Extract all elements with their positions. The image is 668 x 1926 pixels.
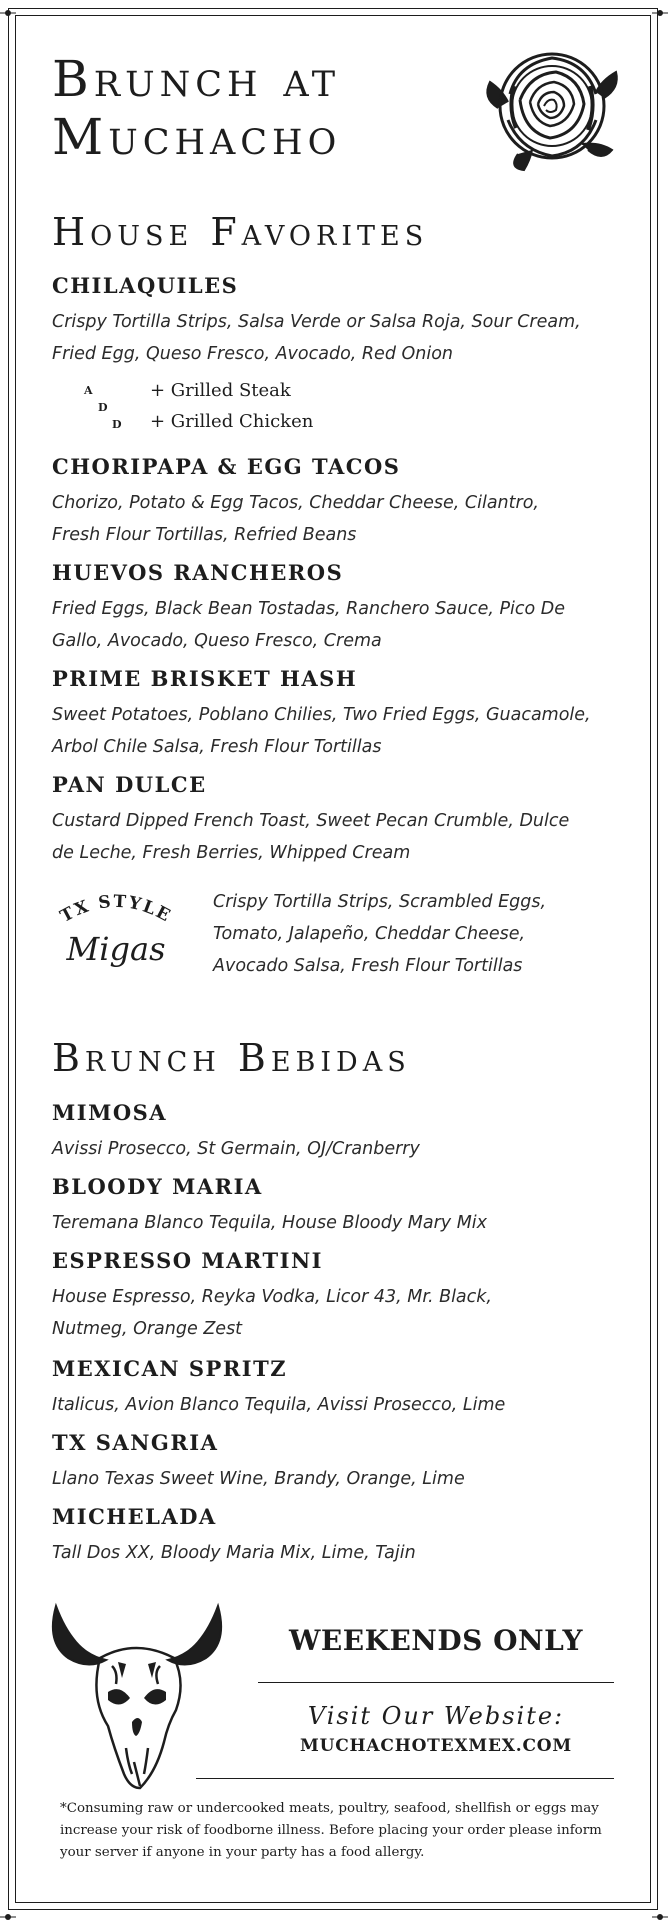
bull-skull-icon <box>48 1602 226 1792</box>
drink-item-michelada <box>52 1503 592 1569</box>
migas-logo <box>54 884 178 984</box>
drink-description: Italicus, Avion Blanco Tequila, Avissi Prosecco, Lime <box>52 1395 506 1415</box>
menu-item-name: PRIME BRISKET HASH <box>52 666 358 691</box>
add-letter: A <box>84 384 93 397</box>
menu-item-name: PAN DULCE <box>52 772 207 797</box>
drink-description: Tall Dos XX, Bloody Maria Mix, Lime, Tajin <box>52 1543 416 1563</box>
migas-description: Crispy Tortilla Strips, Scrambled Eggs, Tomato, Jalapeño, Cheddar Cheese, Avocado Salsa, Fresh Flour Tortillas <box>213 892 547 976</box>
drink-name: BLOODY MARIA <box>52 1174 263 1199</box>
corner-ornament-icon <box>652 1907 668 1917</box>
add-letter: D <box>112 418 122 431</box>
drink-description: Teremana Blanco Tequila, House Bloody Mary Mix <box>52 1213 488 1233</box>
weekends-only-banner: WEEKENDS ONLY <box>288 1624 584 1657</box>
menu-item-description: Custard Dipped French Toast, Sweet Pecan Crumble, Dulce de Leche, Fresh Berries, Whipped Cream <box>52 811 570 863</box>
website-link[interactable]: MUCHACHOTEXMEX.COM <box>299 1736 573 1756</box>
drink-name: ESPRESSO MARTINI <box>52 1248 323 1273</box>
corner-ornament-icon <box>0 1907 16 1917</box>
drink-description: House Espresso, Reyka Vodka, Licor 43, Mr. Black, Nutmeg, Orange Zest <box>52 1287 492 1339</box>
migas-logo-script: Migas <box>66 930 166 968</box>
add-letter: D <box>98 401 108 414</box>
menu-item-name: HUEVOS RANCHEROS <box>52 560 344 585</box>
menu-item-brisket-hash <box>52 665 592 763</box>
divider <box>258 1682 614 1683</box>
menu-item-huevos-rancheros <box>52 559 592 657</box>
drink-name: MEXICAN SPRITZ <box>52 1356 288 1381</box>
visit-website-label: Visit Our Website: <box>307 1702 565 1730</box>
house-favorites-heading: House Favorites <box>52 210 429 254</box>
add-option-chicken: + Grilled Chicken <box>150 411 314 432</box>
corner-ornament-icon <box>652 3 668 13</box>
menu-item-pan-dulce <box>52 771 592 869</box>
svg-text:TX STYLE <box>57 892 175 927</box>
menu-item-description: Sweet Potatoes, Poblano Chilies, Two Fried Eggs, Guacamole, Arbol Chile Salsa, Fresh Flour Tortillas <box>52 705 591 757</box>
menu-item-description: Fried Eggs, Black Bean Tostadas, Ranchero Sauce, Pico De Gallo, Avocado, Queso Fresco, Crema <box>52 599 566 651</box>
menu-item-name: CHORIPAPA & EGG TACOS <box>52 454 401 479</box>
drink-name: MIMOSA <box>52 1100 168 1125</box>
drink-item-mexican-spritz <box>52 1355 592 1421</box>
bebidas-heading: Brunch Bebidas <box>52 1036 411 1080</box>
drink-item-mimosa <box>52 1099 592 1165</box>
menu-item-chilaquiles <box>52 272 592 370</box>
menu-item-description: Chorizo, Potato & Egg Tacos, Cheddar Cheese, Cilantro, Fresh Flour Tortillas, Refried Beans <box>52 493 539 545</box>
drink-item-bloody-maria <box>52 1173 592 1239</box>
add-ons <box>84 380 384 440</box>
drink-description: Avissi Prosecco, St Germain, OJ/Cranberry <box>52 1139 420 1159</box>
menu-item-description: Crispy Tortilla Strips, Salsa Verde or Salsa Roja, Sour Cream, Fried Egg, Queso Fresco, Avocado, Red Onion <box>52 312 581 364</box>
migas-logo-top: TX STYLE <box>57 891 175 927</box>
corner-ornament-icon <box>0 3 16 13</box>
drink-name: TX SANGRIA <box>52 1430 219 1455</box>
menu-item-name: CHILAQUILES <box>52 273 239 298</box>
rose-icon <box>478 38 624 174</box>
drink-description: Llano Texas Sweet Wine, Brandy, Orange, Lime <box>52 1469 465 1489</box>
divider <box>196 1778 614 1779</box>
menu-title-line1: Brunch at <box>52 50 341 108</box>
drink-name: MICHELADA <box>52 1504 217 1529</box>
drink-item-tx-sangria <box>52 1429 592 1495</box>
drink-item-espresso-martini <box>52 1247 592 1345</box>
menu-item-choripapa <box>52 453 592 551</box>
menu-title-line2: Muchacho <box>52 108 342 166</box>
add-option-steak: + Grilled Steak <box>150 380 291 401</box>
menu-title <box>52 50 341 166</box>
food-allergy-disclaimer: *Consuming raw or undercooked meats, poultry, seafood, shellfish or eggs may increase your risk of foodborne illness. Before placing your order please inform your server if anyone in your party has a food allergy. <box>60 1801 602 1860</box>
